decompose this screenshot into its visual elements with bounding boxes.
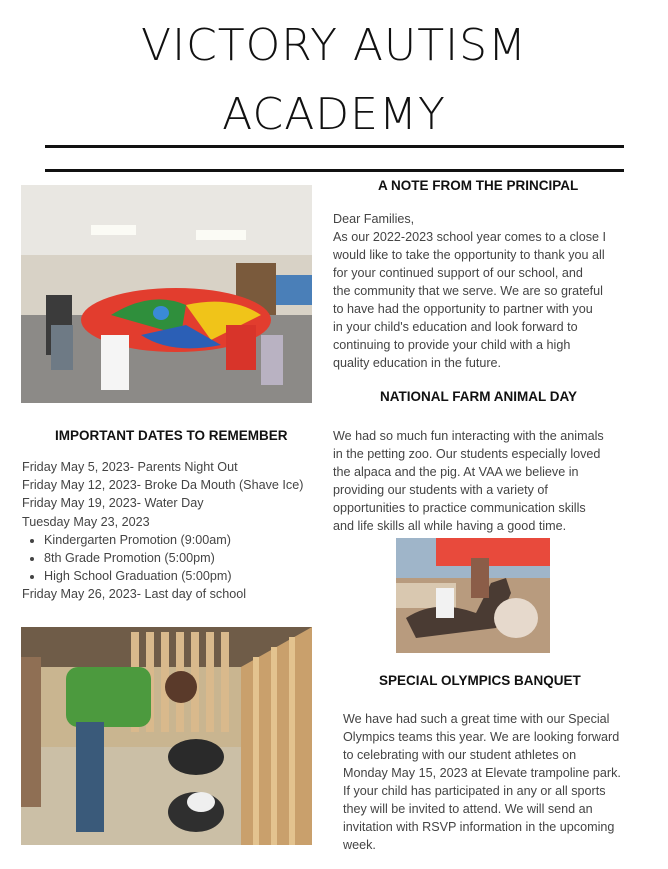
farm-line: and life skills all while having a good time.	[333, 519, 567, 533]
principal-line: As our 2022-2023 school year comes to a close I	[333, 230, 607, 244]
dates-list	[22, 458, 317, 604]
principal-line: for your continued support of our school, and	[333, 266, 583, 280]
title-line-2: ACADEMY	[222, 89, 446, 140]
promotion-item: • High School Graduation (5:00pm)	[44, 567, 317, 585]
olympics-line: Monday May 15, 2023 at Elevate trampoline park.	[343, 766, 621, 780]
farm-heading: NATIONAL FARM ANIMAL DAY	[380, 389, 578, 404]
date-item: Tuesday May 23, 2023	[22, 514, 150, 529]
title-line-1: VICTORY AUTISM	[141, 20, 527, 71]
date-item: Friday May 19, 2023- Water Day	[22, 496, 204, 511]
olympics-line: they will be invited to attend. We will send an	[343, 802, 593, 816]
divider-top	[45, 145, 624, 148]
sheep-pen-photo	[21, 627, 312, 845]
promotion-item: • 8th Grade Promotion (5:00pm)	[44, 549, 317, 567]
olympics-heading: SPECIAL OLYMPICS BANQUET	[379, 673, 581, 688]
olympics-line: invitation with RSVP information in the upcoming	[343, 820, 615, 834]
farm-paragraph	[333, 427, 633, 535]
principal-line: continuing to provide your child with a high	[333, 338, 571, 352]
olympics-line: week.	[343, 838, 376, 852]
divider-bottom	[45, 169, 624, 172]
principal-note	[333, 210, 633, 372]
date-item: Friday May 5, 2023- Parents Night Out	[22, 460, 238, 474]
dates-heading: IMPORTANT DATES TO REMEMBER	[55, 428, 288, 443]
olympics-line: We have had such a great time with our Special	[343, 712, 610, 726]
olympics-line: Olympics teams this year. We are looking forward	[343, 730, 620, 744]
principal-heading: A NOTE FROM THE PRINCIPAL	[378, 178, 579, 193]
farm-line: the alpaca and the pig. At VAA we believe in	[333, 465, 579, 479]
principal-greeting: Dear Families,	[333, 212, 415, 226]
promotion-item: • Kindergarten Promotion (9:00am)	[44, 531, 317, 549]
olympics-paragraph	[343, 710, 643, 854]
farm-line: in the petting zoo. Our students especially loved	[333, 447, 601, 461]
principal-line: would like to take the opportunity to thank you all	[333, 248, 605, 262]
farm-line: providing our students with a variety of	[333, 483, 548, 497]
alpaca-photo	[396, 538, 550, 653]
classroom-parachute-photo	[21, 185, 312, 403]
promotion-list	[22, 531, 317, 586]
farm-line: We had so much fun interacting with the animals	[333, 429, 604, 443]
principal-line: in your child's education and look forward to	[333, 320, 578, 334]
principal-line: to have had the opportunity to partner with you	[333, 302, 593, 316]
farm-line: opportunities to practice communication skills	[333, 501, 586, 515]
principal-line: quality education in the future.	[333, 356, 502, 370]
date-item: Friday May 12, 2023- Broke Da Mouth (Shave Ice)	[22, 478, 304, 493]
date-item: Friday May 26, 2023- Last day of school	[22, 587, 247, 602]
principal-line: the community that we serve. We are so grateful	[333, 284, 603, 298]
olympics-line: If your child has participated in any or all sports	[343, 784, 606, 798]
olympics-line: to celebrating with our student athletes on	[343, 748, 577, 762]
